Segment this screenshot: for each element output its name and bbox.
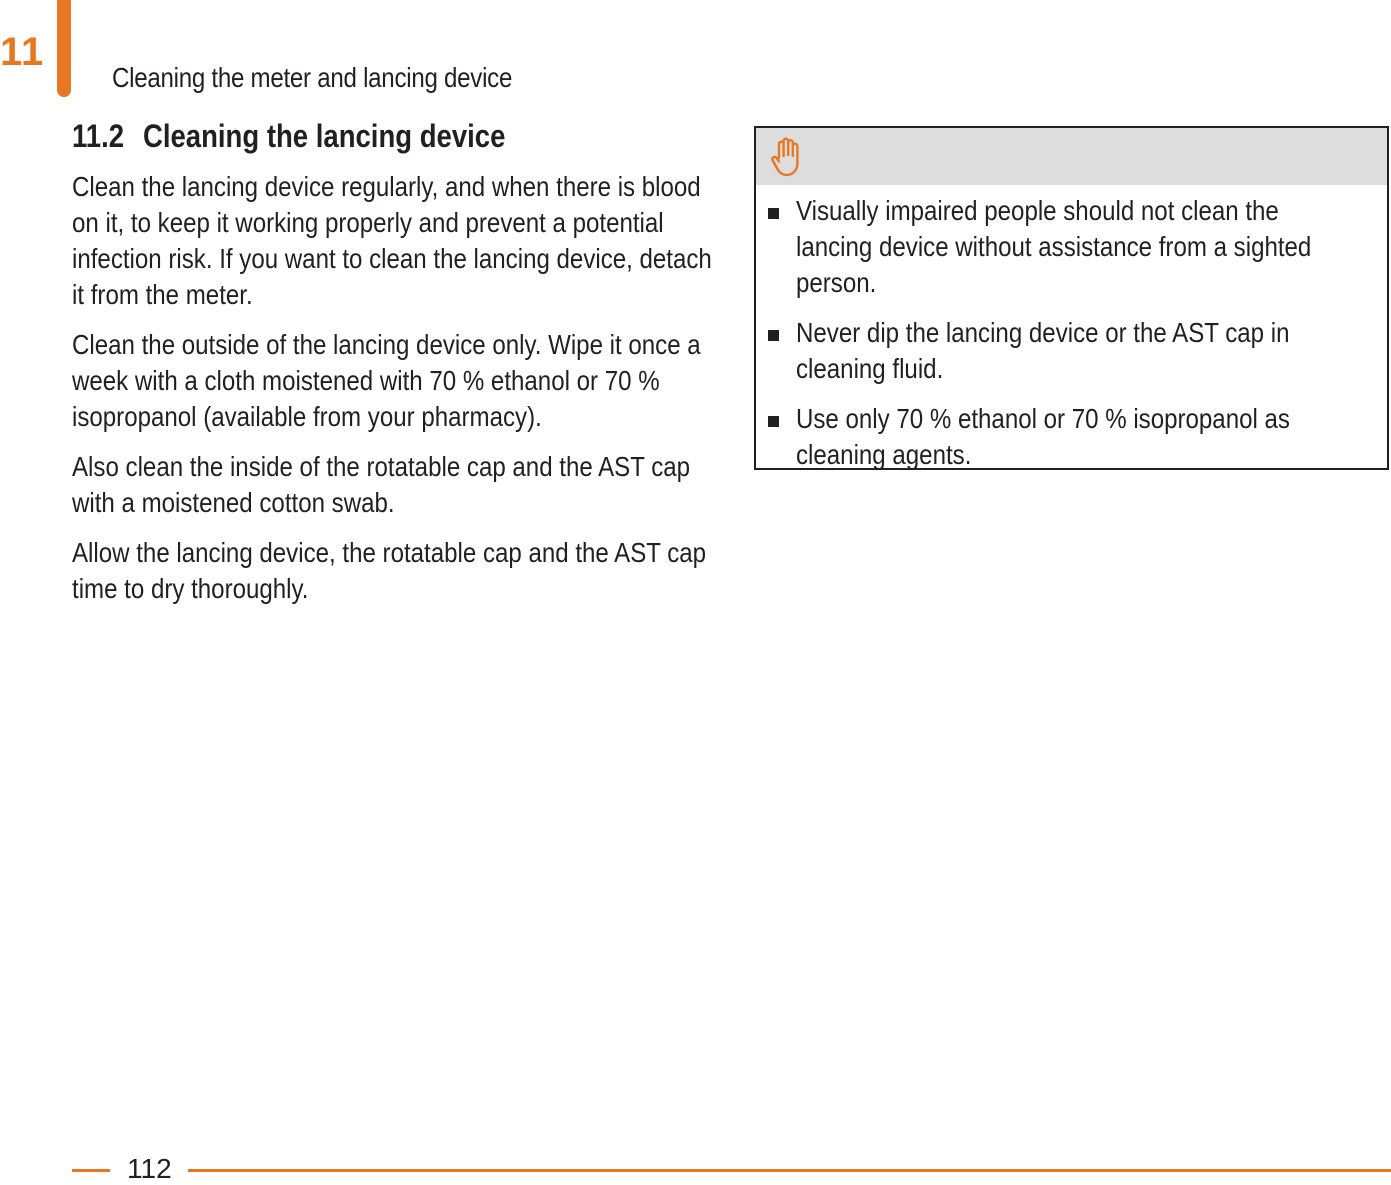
paragraph: Allow the lancing device, the rotatable cap and the AST cap time to dry thoroughly. [72, 537, 707, 604]
page-number: 112 [127, 1153, 172, 1184]
section-title: Cleaning the lancing device [142, 118, 506, 154]
section-heading [72, 118, 622, 155]
chapter-tab-bar [57, 0, 71, 97]
bullet-square [768, 208, 779, 219]
bullet-square [768, 416, 779, 427]
warning-box [754, 126, 1389, 470]
section-number: 11.2 [72, 118, 125, 154]
section-content [72, 118, 712, 621]
paragraph: Clean the outside of the lancing device only. Wipe it once a week with a cloth moistened with 70 % ethanol or 70 % isopropanol (available from your pharmacy). [72, 329, 701, 432]
paragraph: Clean the lancing device regularly, and when there is blood on it, to keep it working properly and prevent a potential infection risk. If you want to clean the lancing device, detach it from the meter. [72, 171, 712, 310]
warning-item [756, 315, 1387, 387]
bullet-square [768, 330, 779, 341]
warning-item [756, 193, 1387, 301]
footer-rule-right [188, 1169, 1391, 1172]
stop-hand-icon [766, 136, 806, 178]
warning-text: Use only 70 % ethanol or 70 % isopropanol as cleaning agents. [796, 403, 1290, 470]
warning-header [756, 128, 1387, 185]
warning-text: Never dip the lancing device or the AST cap in cleaning fluid. [796, 317, 1290, 384]
warning-text: Visually impaired people should not clean the lancing device without assistance from a sighted person. [796, 195, 1312, 298]
paragraph: Also clean the inside of the rotatable cap and the AST cap with a moistened cotton swab. [72, 451, 691, 518]
warning-list [756, 193, 1387, 473]
warning-item [756, 401, 1387, 473]
running-header-title: Cleaning the meter and lancing device [112, 62, 513, 93]
footer-rule-left [72, 1169, 110, 1172]
chapter-number: 11 [0, 30, 45, 74]
